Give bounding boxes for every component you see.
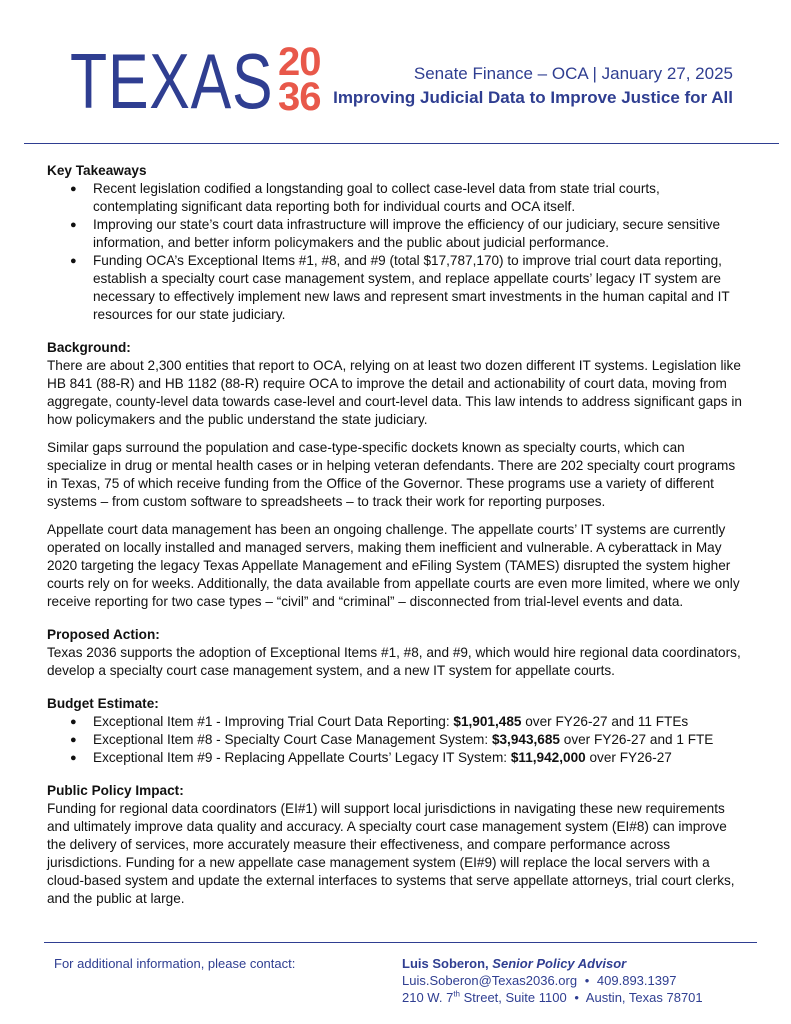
list-item: ● Recent legislation codified a longstanding goal to collect case-level data from state trial courts, contemplating significant data reporting both for individual courts and OCA itself.: [47, 180, 747, 216]
address-ordinal: th: [453, 989, 460, 999]
contact-name-line: [402, 955, 703, 972]
proposed-action-text: Texas 2036 supports the adoption of Exceptional Items #1, #8, and #9, which would hire regional data coordinators, develop a specialty court case management system, and a new IT system for appellate courts.: [47, 645, 741, 678]
address-street-rest: Street, Suite 1100: [459, 990, 567, 1005]
contact-address-line: [402, 989, 703, 1006]
header-divider: [24, 143, 779, 144]
impact-text: Funding for regional data coordinators (EI#1) will support local jurisdictions in navigating these new requirements and ultimately improve data quality and accuracy. A specialty court case management system (EI#8) can improve the delivery of services, more accurately measure their effectiveness, and compare performance across jurisdictions. Funding for a new appellate case management system (EI#9) will replace the local servers with a cloud-based system and update the external interfaces to systems that serve appellate attorneys, trial court clerks, and the public at large.: [47, 801, 735, 906]
budget-section: [47, 695, 747, 767]
document-body: [47, 162, 747, 923]
footer-divider: [44, 942, 757, 943]
background-heading: Background:: [47, 340, 131, 355]
background-paragraph: Similar gaps surround the population and case-type-specific dockets known as specialty courts, which can specialize in drug or mental health cases or in helping veteran defendants. There are 202 specialty court programs in Texas, 75 of which receive funding from the Office of the Governor. These programs use a variety of different systems – from custom software to spreadsheets – to track their work for reporting purposes.: [47, 440, 736, 509]
contact-phone: 409.893.1397: [596, 973, 677, 988]
background-paragraph: There are about 2,300 entities that report to OCA, relying on at least two dozen different IT systems. Legislation like HB 841 (88-R) and HB 1182 (88-R) require OCA to improve the detail and actionability of court data, moving from aggregate, county-level data towards case-level and court-level data. This law intends to address significant gaps in how policymakers and the public understand the state judiciary.: [47, 358, 742, 427]
budget-item-amount: $11,942,000: [510, 750, 586, 765]
contact-email[interactable]: Luis.Soberon@Texas2036.org: [402, 973, 578, 988]
logo-year-top: 20: [278, 40, 321, 84]
budget-item: [47, 731, 747, 749]
key-takeaways-list: [47, 180, 747, 324]
budget-item: [47, 749, 747, 767]
logo-year: [278, 40, 332, 119]
list-item: ● Funding OCA’s Exceptional Items #1, #8, and #9 (total $17,787,170) to improve trial court data reporting, establish a specialty court case management system, and replace appellate courts’ legacy IT system are necessary to effectively implement new laws and represent smart investments in the human capital and IT resources for our state judiciary.: [47, 252, 747, 324]
header-subtitle: Senate Finance – OCA | January 27, 2025: [413, 64, 733, 83]
bullet-separator: •: [584, 973, 590, 988]
address-street: 210 W. 7: [402, 990, 454, 1005]
proposed-action-heading: Proposed Action:: [47, 627, 160, 642]
logo-word: TEXAS: [70, 37, 274, 125]
background-paragraph: Appellate court data management has been an ongoing challenge. The appellate courts’ IT systems are currently operated on locally installed and managed servers, making them inefficient and vulnerable. A cyberattack in May 2020 targeting the legacy Texas Appellate Management and eFiling System (TAMES) disrupted the system higher courts rely on for weeks. Additionally, the data available from appellate courts are even more limited, where we only receive reporting for two case types – “civil” and “criminal” – disconnected from trial-level events and data.: [47, 522, 740, 609]
background-section: [47, 339, 747, 611]
bullet-separator: •: [574, 990, 579, 1005]
contact-name: Luis Soberon,: [402, 956, 489, 971]
key-takeaways-heading: Key Takeaways: [47, 163, 147, 178]
list-item: ● Improving our state’s court data infrastructure will improve the efficiency of our judiciary, secure sensitive information, and better inform policymakers and the public about judicial performance.: [47, 216, 747, 252]
budget-item-amount: $1,901,485: [453, 714, 522, 729]
budget-item-label: Exceptional Item #9 - Replacing Appellate Courts’ Legacy IT System:: [93, 750, 511, 765]
budget-item-detail: over FY26-27 and 11 FTEs: [521, 714, 689, 729]
budget-item: [47, 713, 747, 731]
contact-info: [402, 955, 703, 1006]
budget-item-amount: $3,943,685: [491, 732, 560, 747]
contact-email-line: [402, 972, 703, 989]
budget-item-label: Exceptional Item #8 - Specialty Court Case Management System:: [93, 732, 492, 747]
budget-list: [47, 713, 747, 767]
proposed-action-section: [47, 626, 747, 680]
budget-item-detail: over FY26-27 and 1 FTE: [559, 732, 714, 747]
key-takeaways-section: [47, 162, 747, 324]
impact-section: [47, 782, 747, 908]
contact-role: Senior Policy Advisor: [492, 956, 627, 971]
address-city: Austin, Texas 78701: [585, 990, 703, 1005]
texas-2036-logo: [70, 37, 330, 125]
budget-heading: Budget Estimate:: [47, 696, 159, 711]
contact-label: For additional information, please contact:: [54, 956, 296, 971]
impact-heading: Public Policy Impact:: [47, 783, 184, 798]
budget-item-detail: over FY26-27: [585, 750, 672, 765]
page-title: Improving Judicial Data to Improve Justice for All: [333, 88, 733, 107]
budget-item-label: Exceptional Item #1 - Improving Trial Court Data Reporting:: [93, 714, 454, 729]
logo-year-bottom: 36: [278, 75, 321, 119]
